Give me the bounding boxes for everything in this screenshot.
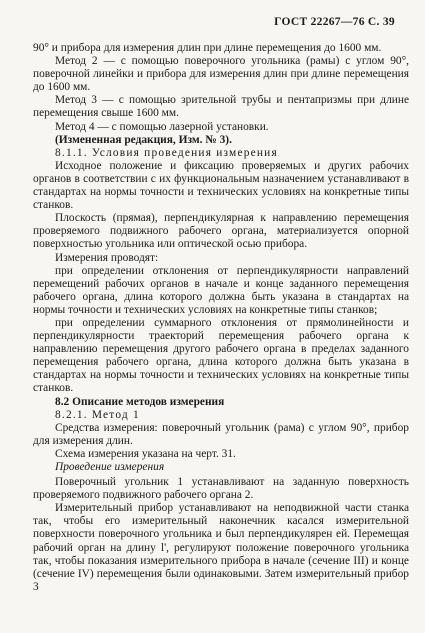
- page-header: ГОСТ 22267—76 С. 39: [274, 16, 395, 28]
- paragraph: Исходное положение и фиксацию проверяемых и других рабочих органов в соответствии с их функциональным назначением устанавливают в стандартах на нормы точности и технических условиях на конкретные типы станков.: [33, 159, 409, 212]
- paragraph: Измерения проводят:: [55, 251, 159, 264]
- body-text: [33, 42, 409, 594]
- paragraph: при определении отклонения от перпендикулярности направлений перемещений рабочих органов в начале и конце заданного перемещения рабочего органа, длина которого должна быть указана в стандартах на нормы точности и технических условиях на конкретные типы станков;: [33, 264, 409, 316]
- paragraph: Плоскость (прямая), перпендикулярная к направлению перемещения проверяемого подвижного рабочего органа, материализуется опорной поверхностью угольника или оптической осью прибора.: [33, 212, 409, 251]
- paragraph: Метод 4 — с помощью лазерной установки.: [55, 120, 269, 133]
- paragraph: Измерительный прибор устанавливают на неподвижной части станка так, чтобы его измерительный наконечник касался измерительной поверхности поверочного угольника и был перпендикулярен ей. Перемещая рабочий орган на длину l', регулируют положение поверочного угольника так, чтобы показания измерительного прибора в начале (сечение III) и конце (сечение IV) перемещения были одинаковыми. Затем измерительный прибор 3: [33, 502, 409, 593]
- paragraph: 8.1.1. Условия проведения измерения: [55, 146, 278, 159]
- paragraph: Метод 2 — с помощью поверочного угольника (рамы) с углом 90°, поверочной линейки и прибора для измерения длин при длине перемещения до 1600 мм.: [33, 55, 409, 94]
- paragraph: Средства измерения: поверочный угольник (рама) с углом 90°, прибор для измерения длин.: [33, 421, 409, 447]
- paragraph: при определении суммарного отклонения от прямолинейности и перпендикулярности траекторий перемещения рабочего органа к направлению перемещения другого рабочего органа в пределах заданного перемещения рабочего органа, длина которого должна быть указана в стандартах на нормы точности и технических условиях на конкретные типы станков.: [33, 316, 409, 395]
- paragraph: Метод 3 — с помощью зрительной трубы и пентапризмы при длине перемещения свыше 1600 мм.: [33, 94, 409, 120]
- paragraph: 8.2.1. Метод 1: [55, 408, 140, 421]
- paragraph: Схема измерения указана на черт. 31.: [55, 447, 236, 460]
- paragraph: (Измененная редакция, Изм. № 3).: [55, 133, 232, 146]
- paragraph: Проведение измерения: [55, 461, 165, 473]
- paragraph: 8.2 Описание методов измерения: [55, 395, 225, 408]
- paragraph: Поверочный угольник 1 устанавливают на заданную поверхность проверяемого подвижного рабочего органа 2.: [33, 476, 409, 502]
- paragraph: 90° и прибора для измерения длин при длине перемещения до 1600 мм.: [33, 42, 382, 54]
